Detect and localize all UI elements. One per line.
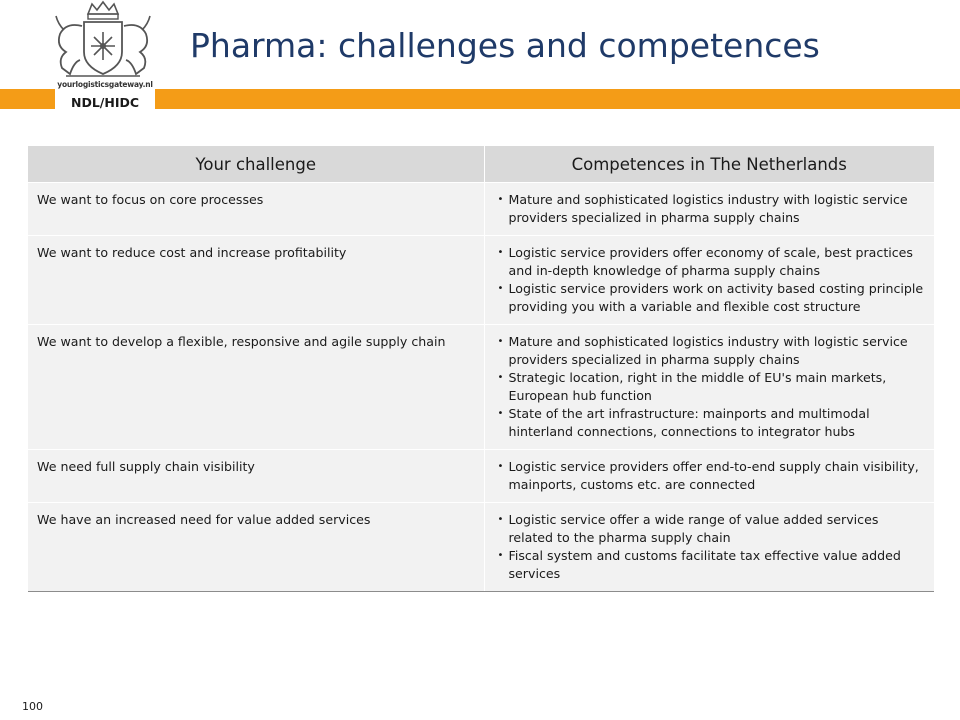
competence-list [494,244,927,316]
table-row [28,325,934,450]
column-header-challenge: Your challenge [28,146,484,183]
logo-website-text: yourlogisticsgateway.nl [57,80,153,89]
challenge-cell: We have an increased need for value added services [28,503,484,592]
column-header-competences: Competences in The Netherlands [484,146,934,183]
competences-cell [484,236,934,325]
list-item: • Logistic service providers offer end-to-end supply chain visibility, mainports, customs etc. are connected [494,458,927,494]
logo-tag-label: NDL/HIDC [55,89,155,116]
challenge-cell: We want to focus on core processes [28,183,484,236]
table-row [28,183,934,236]
list-item: • Strategic location, right in the middle of EU's main markets, European hub function [494,369,927,405]
table-header-row [28,146,934,183]
challenge-cell: We want to develop a flexible, responsive and agile supply chain [28,325,484,450]
page-title: Pharma: challenges and competences [190,26,820,65]
challenge-cell: We need full supply chain visibility [28,450,484,503]
competences-cell [484,183,934,236]
table-row [28,236,934,325]
list-item: • Logistic service providers offer economy of scale, best practices and in-depth knowledge of pharma supply chains [494,244,927,280]
page-number: 100 [22,700,43,713]
competence-list [494,191,927,227]
list-item: • Logistic service offer a wide range of value added services related to the pharma supply chain [494,511,927,547]
table-row [28,450,934,503]
challenge-cell: We want to reduce cost and increase profitability [28,236,484,325]
table-row [28,503,934,592]
challenges-table [28,146,934,592]
competence-list [494,333,927,441]
competence-list [494,458,927,494]
list-item: • Mature and sophisticated logistics industry with logistic service providers specialized in pharma supply chains [494,333,927,369]
competences-cell [484,325,934,450]
list-item: • Logistic service providers work on activity based costing principle providing you with a variable and flexible cost structure [494,280,927,316]
competence-list [494,511,927,583]
list-item: • Mature and sophisticated logistics industry with logistic service providers specialized in pharma supply chains [494,191,927,227]
list-item: • Fiscal system and customs facilitate tax effective value added services [494,547,927,583]
competences-cell [484,450,934,503]
competences-cell [484,503,934,592]
list-item: • State of the art infrastructure: mainports and multimodal hinterland connections, connections to integrator hubs [494,405,927,441]
